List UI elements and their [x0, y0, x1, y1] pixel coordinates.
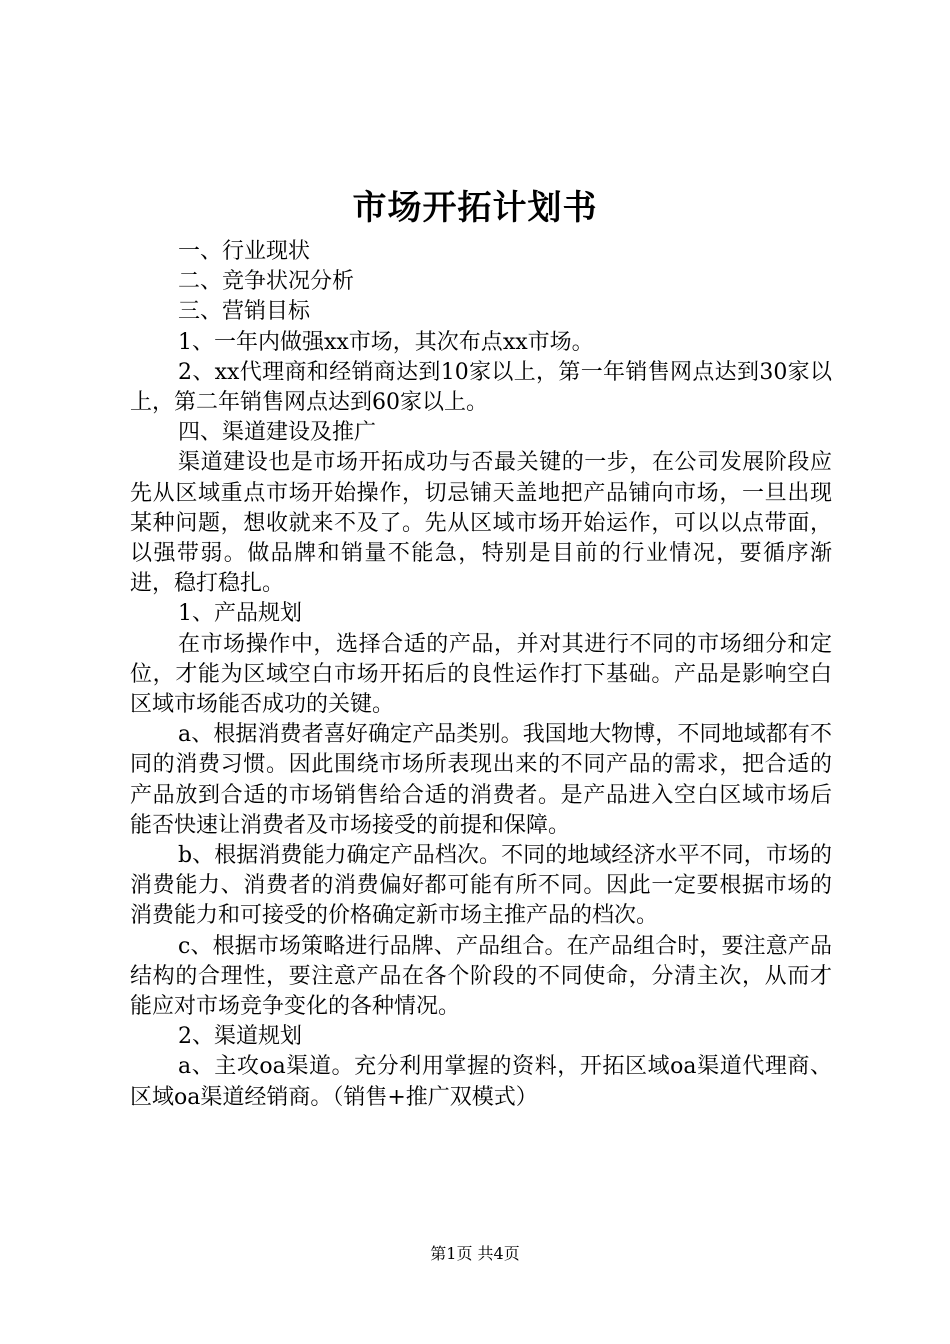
paragraph-channel-a: a、主攻oa渠道。充分利用掌握的资料，开拓区域oa渠道代理商、区域oa渠道经销商。（销售+推广双模式）	[130, 1054, 832, 1110]
paragraph-product-a: a、根据消费者喜好确定产品类别。我国地大物博，不同地域都有不同的消费习惯。因此围绕市场所表现出来的不同产品的需求，把合适的产品放到合适的市场销售给合适的消费者。是产品进入空白区域市场后能否快速让消费者及市场接受的前提和保障。	[130, 722, 832, 838]
paragraph-heading-4: 四、渠道建设及推广	[178, 420, 377, 446]
paragraph-product-c: c、根据市场策略进行品牌、产品组合。在产品组合时，要注意产品结构的合理性，要注意产品在各个阶段的不同使命，分清主次，从而才能应对市场竞争变化的各种情况。	[130, 933, 832, 1020]
paragraph-heading-2: 二、竞争状况分析	[178, 269, 355, 295]
paragraph-subheading-channel: 2、渠道规划	[178, 1024, 302, 1050]
paragraph-heading-1: 一、行业现状	[178, 239, 311, 264]
paragraph-goal-2: 2、xx代理商和经销商达到10家以上，第一年销售网点达到30家以上，第二年销售网点达到60家以上。	[130, 359, 832, 416]
paragraph-product-intro: 在市场操作中，选择合适的产品，并对其进行不同的市场细分和定位，才能为区域空白市场开拓后的良性运作打下基础。产品是影响空白区域市场能否成功的关键。	[130, 631, 832, 718]
paragraph-channel-intro: 渠道建设也是市场开拓成功与否最关键的一步，在公司发展阶段应先从区域重点市场开始操作，切忌铺天盖地把产品铺向市场，一旦出现某种问题，想收就来不及了。先从区域市场开始运作，可以以点带面，以强带弱。做品牌和销量不能急，特别是目前的行业情况，要循序渐进，稳打稳扎。	[130, 450, 832, 597]
paragraph-product-b: b、根据消费能力确定产品档次。不同的地域经济水平不同，市场的消费能力、消费者的消费偏好都可能有所不同。因此一定要根据市场的消费能力和可接受的价格确定新市场主推产品的档次。	[130, 843, 832, 929]
document-title: 市场开拓计划书	[352, 188, 598, 228]
paragraph-subheading-product: 1、产品规划	[178, 601, 302, 627]
document-body	[130, 237, 832, 1113]
page-footer: 第1页 共4页	[430, 1244, 520, 1263]
paragraph-heading-3: 三、营销目标	[178, 299, 311, 325]
paragraph-goal-1: 1、一年内做强xx市场，其次布点xx市场。	[178, 329, 594, 355]
